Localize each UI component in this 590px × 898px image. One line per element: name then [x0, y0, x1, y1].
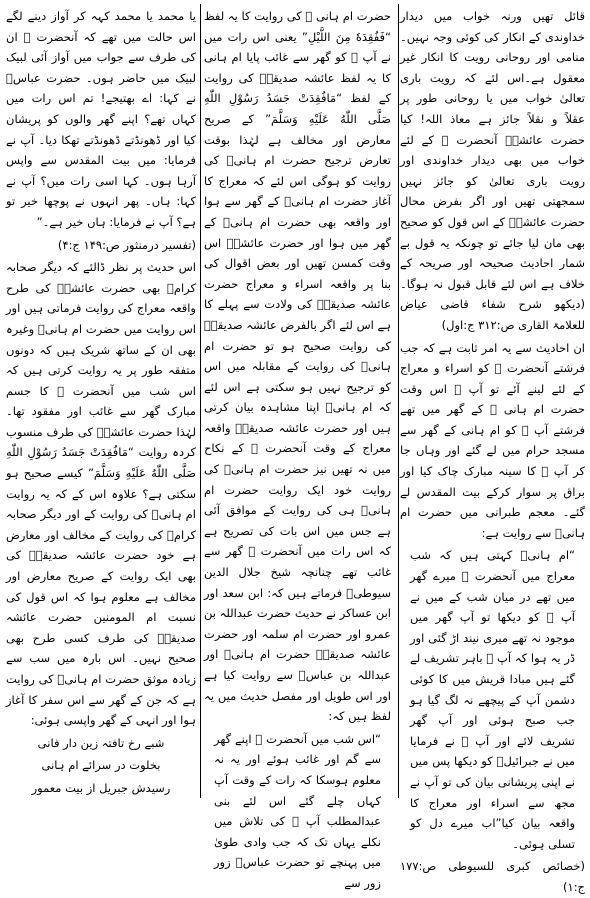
paragraph: اس حدیث پر نظر ڈالئے کہ دیگر صحابہ کرامؓ بھی حضرت عائشہؓ کی طرح واقعہ معراج کی روایت فرماتی ہیں اور اس روایت میں حضرت ام ہانیؓ وغیرہ بھی ان کے ساتھ شریک ہیں کہ دونوں متفقہ طور پر یہ روایت کرتی ہیں کہ اس شب میں آنحضرت ﷺ کا جسم مبارک گھر سے غائب اور مفقود تھا۔ لہٰذا حضرت عائشہؓ کی طرف منسوب کردہ روایت “مَافُقِدَتْ جَسَدُ رَسُوْلِ اللّٰهِ صَلَّى اللّٰهُ عَلَيْهِ وَسَلَّمَ” کیسے صحیح ہو سکتی ہے؟ علاوہ اس کے کہ یہ روایت ام ہانیؓ کی روایت کے اور دیگر صحابہ کرامؓ کی روایت کے مخالف اور معارض ہے خود حضرت عائشہ صدیقہؓ کی بھی ایک روایت کے صریح معارض اور مخالف ہے معلوم ہوا کہ اس قول کی نسبت ام المومنین حضرت عائشہ صدیقہؓ کی طرف کسی طرح بھی صحیح نہیں۔ اس بارہ میں سب سے زیادہ موثق حضرت ام ہانیؓ کی روایت ہے کہ جن کے گھر سے اس سفر کا آغاز ہوا اور انہی کے گھر واپسی ہوئی:: [6, 260, 196, 728]
column-divider: [200, 4, 201, 798]
citation: (تفسیر درمنثور ص:۱۴۹ ج:۴): [57, 237, 196, 252]
poem-line: شبے رخ تافتہ زین دار فانی: [37, 735, 165, 750]
text-column-left: [6, 6, 196, 796]
citation: (خصائص کبری للسیوطی ص:۱۷۷ ج:۱): [400, 859, 585, 894]
quotation: “ام ہانیؓ کہتی ہیں کہ شب معراج میں آنحضرت ﷺ میرے گھر میں تھے در میان شب کے میں نے آپ ﷺ کو دیکھا تو آپ گھر میں موجود نہ تھے میری نیند اڑ گئی اور ڈر یہ ہوا کہ آپ ﷺ باہر تشریف لے گئے ہیں مبادا قریش میں کا کوئی دشمن آپ کے پیچھے نہ لگ گیا ہو جب صبح ہوئی اور آپ گھر تشریف لائے اور آپ ﷺ نے فرمایا میں نے جبرائیلؑ کو دیکھا پس میں نے اپنی پریشانی بیان کی تو آپ نے مجھ سے اسراء اور معراج کا واقعہ بیان کیا”اب میرے دل کو تسلی ہوئی۔: [410, 548, 575, 851]
text-column-middle: [204, 6, 391, 890]
paragraph: یا محمد یا محمد کہہ کر آواز دینے لگے اس حالت میں تھے کہ آنحضرت ﷺ ان کی طرف سے جواب میں آواز آئی لبیک لبیک میں حاضر ہوں۔ حضرت عباسؓ نے کہا: اے بھتیجے! تم اس رات میں کہاں تھے؟ اپنے گھر والوں کو پریشان کیا اور ڈھونڈتے ڈھونڈتے تھکا دیا۔ آپ نے فرمایا: میں بیت المقدس سے واپس آرہا ہوں۔ کہا اسی رات میں؟ آپ نے کہا: ہاں۔ پھر انہوں نے پوچھا خیر تو ہے؟ آپ نے فرمایا: ہاں خیر ہے۔”: [6, 9, 196, 229]
poem-line: رسیدش جبریل از بیت معمور: [31, 780, 171, 795]
paragraph: قائل تھیں ورنہ خواب میں دیدار خداوندی کے انکار کی کوئی وجہ نہیں۔ منامی اور روحانی رویت کا انکار غیر معقول ہے۔اس لئے کہ رویت باری تعالیٰ خواب میں یا روحانی طور پر عقلاً و نقلاً جائز ہے معاذ اللہ! کیا حضرت عائشہؓ آنحضرت ﷺ کے لئے خواب میں بھی دیدار خداوندی اور رویت باری تعالیٰ کو جائز نہیں سمجھتی تھیں اور اگر بفرض محال حضرت عائشہؓ کے اس قول کو صحیح بھی مان لیا جائے تو چونکہ یہ قول بے شمار احادیث صحیحہ اور صریحہ کے خلاف ہے اس لئے قابل قبول نہ ہوگا۔ (دیکھو شرح شفاء قاضی عیاض للعلامۃ القاری ص:۳۱۲ ج:اول): [400, 9, 585, 332]
paragraph: ان احادیث سے یہ امر ثابت ہے کہ جب فرشتے آنحضرت ﷺ کو اسراء و معراج کے لئے لینے آئے تو آپ ﷺ اس وقت حضرت ام ہانی ؓ کے گھر میں تھے فرشتے آپ ﷺ کو ام ہانی کے گھر سے مسجد حرام میں لے گئے اور وہاں جا کر آپ ﷺ کا سینہ مبارک چاک کیا اور براق پر سوار کرکے بیت المقدس لے گئے۔ معجم طبرانی میں حضرت ام ہانیؓ سے روایت ہے:: [400, 340, 585, 540]
quotation: “اس شب میں آنحضرت ﷺ اپنے گھر سے گم اور غائب ہوئے اور یہ نہ معلوم ہوسکا کہ رات کے وقت آپ کہاں چلے گئے اس لئے بنی عبدالمطلب آپ ﷺ کی تلاش میں نکلے یہاں تک کہ جب وادی طویٰ میں پہنچے تو حضرت عباسؓ زور زور سے: [214, 731, 381, 890]
text-column-right: [400, 6, 585, 894]
paragraph: حضرت ام ہانی ؓ کی روایت کا یہ لفظ “فَفُقِدَهٗ مِنَ اللَّيْلِ” یعنی اس رات میں نے آپ ﷺ کو گھر سے غائب پایا ام ہانی کا یہ لفظ عائشہ صدیقہؓ کی روایت کے لفظ “مَافُقِدَتْ جَسَدُ رَسُوْلِ اللّٰهِ صَلَّى اللّٰهُ عَلَيْهِ وَسَلَّمَ” کے صریح معارض اور مخالف ہے لہٰذا بوقت تعارض ترجیح حضرت ام ہانیؓ کی روایت کو ہوگی اس لئے کہ معراج کا آغاز حضرت ام ہانیؓ کے گھر سے ہوا اور واقعہ بھی حضرت ام ہانیؓ کے گھر میں ہوا اور حضرت عائشہؓ اس وقت کمسن تھیں اور بعض اقوال کی بنا پر واقعہ اسراء و معراج حضرت عائشہ صدیقہؓ کی ولادت سے پہلے کا ہے اس لئے اگر بالفرض عائشہ صدیقہؓ کی روایت صحیح ہو تو حضرت ام ہانیؓ کی روایت کے مقابلہ میں اس کو ترجیح نہیں ہو سکتی ہے اس لئے کہ ام ہانیؓ اپنا مشاہدہ بیان کرتی ہیں اور حضرت عائشہ صدیقہؓ واقعہ معراج کے وقت آنحضرت ﷺ کے نکاح میں نہ تھیں نیز حضرت ام ہانیؓ کی روایت خود ایک روایت حضرت ام ہانیؓ ہی کی روایت کے موافق آئی ہے جس میں اس بات کی تصریح ہے کہ اس رات میں آنحضرت ﷺ گھر سے غائب تھے چنانچہ شیخ جلال الدین سیوطیؒ فرماتے ہیں کہ: ابن سعد اور ابن عساکر نے حدیث حضرت عبداللہ بن عمرو اور حضرت ام سلمہ اور حضرت عائشہ صدیقہؓ حضرت ام ہانیؓ اور عبداللہ بن عباسؓ سے روایت کیا ہے اور اس طویل اور مفصل حدیث میں یہ لفظ ہیں کہ:: [204, 9, 391, 724]
poem-line: بخلوت در سرائے ام ہانی: [41, 758, 161, 773]
column-divider: [398, 4, 399, 798]
